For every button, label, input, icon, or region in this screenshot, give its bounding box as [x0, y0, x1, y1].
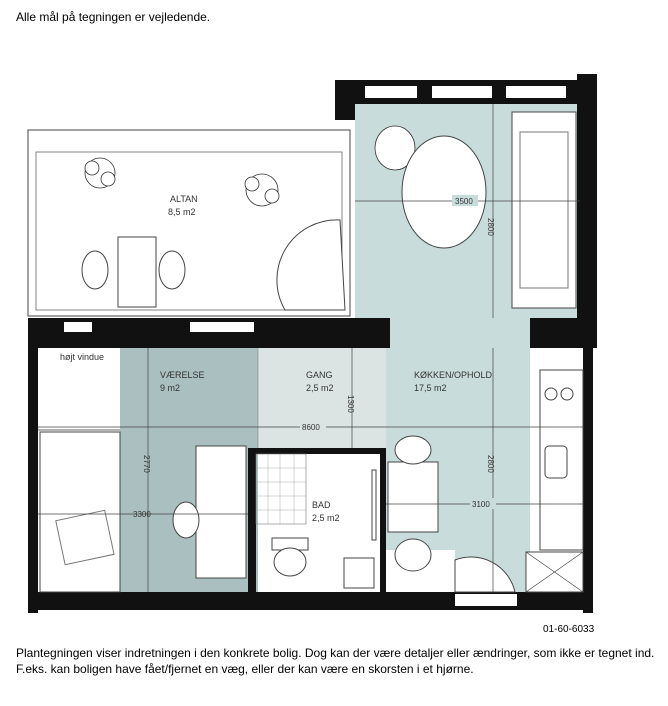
- wall-right-lower: [583, 348, 593, 613]
- wall-right-stub: [530, 318, 597, 348]
- kitchen-table-icon: [388, 462, 438, 532]
- wall-left-top-column: [335, 80, 355, 120]
- dim-1300: 1300: [346, 395, 355, 413]
- altan-name: ALTAN: [170, 194, 198, 204]
- bath-wall-right: [380, 448, 386, 594]
- koekken-name: KØKKEN/OPHOLD: [414, 370, 493, 380]
- footer-note: Plantegningen viser indretningen i den konkrete bolig. Dog kan der være detaljer eller ændringer, som ikke er tegnet ind. F.eks. kan boligen have fået/fjernet en væg, eller der kan være en skorsten i et hjørne.: [16, 646, 655, 676]
- koekken-area: 17,5 m2: [414, 383, 447, 393]
- gang-area: 2,5 m2: [306, 383, 334, 393]
- desk-icon: [196, 446, 246, 578]
- dim-2800-upper: 2800: [486, 218, 495, 236]
- bad-area: 2,5 m2: [312, 513, 340, 523]
- plan-code: 01-60-6033: [543, 624, 595, 635]
- altan-area: 8,5 m2: [168, 207, 196, 217]
- gang-fill: [258, 348, 386, 448]
- sink-icon: [344, 558, 374, 588]
- dim-3100: 3100: [472, 500, 490, 509]
- bath-tiles: [256, 454, 306, 524]
- bath-wall-left: [248, 448, 256, 594]
- bath-wall-top: [248, 448, 386, 454]
- gang-name: GANG: [306, 370, 333, 380]
- altan-table-icon: [118, 237, 156, 307]
- dim-3300: 3300: [133, 510, 151, 519]
- bad-name: BAD: [312, 500, 331, 510]
- dim-2800-lower: 2800: [486, 455, 495, 473]
- shower-rail-icon: [372, 470, 376, 540]
- wall-right-upper: [577, 74, 597, 320]
- vaerelse-name: VÆRELSE: [160, 370, 205, 380]
- vaerelse-area: 9 m2: [160, 383, 181, 393]
- header-note: Alle mål på tegningen er vejledende.: [16, 10, 211, 24]
- wall-left: [28, 348, 38, 613]
- dim-3500: 3500: [455, 197, 473, 206]
- bed-icon: [40, 432, 120, 592]
- dim-2770: 2770: [142, 455, 151, 473]
- window-label: højt vindue: [60, 352, 105, 362]
- altan-door-icon: [277, 220, 345, 310]
- dim-8600: 8600: [302, 423, 320, 432]
- dining-table-icon: [402, 136, 486, 248]
